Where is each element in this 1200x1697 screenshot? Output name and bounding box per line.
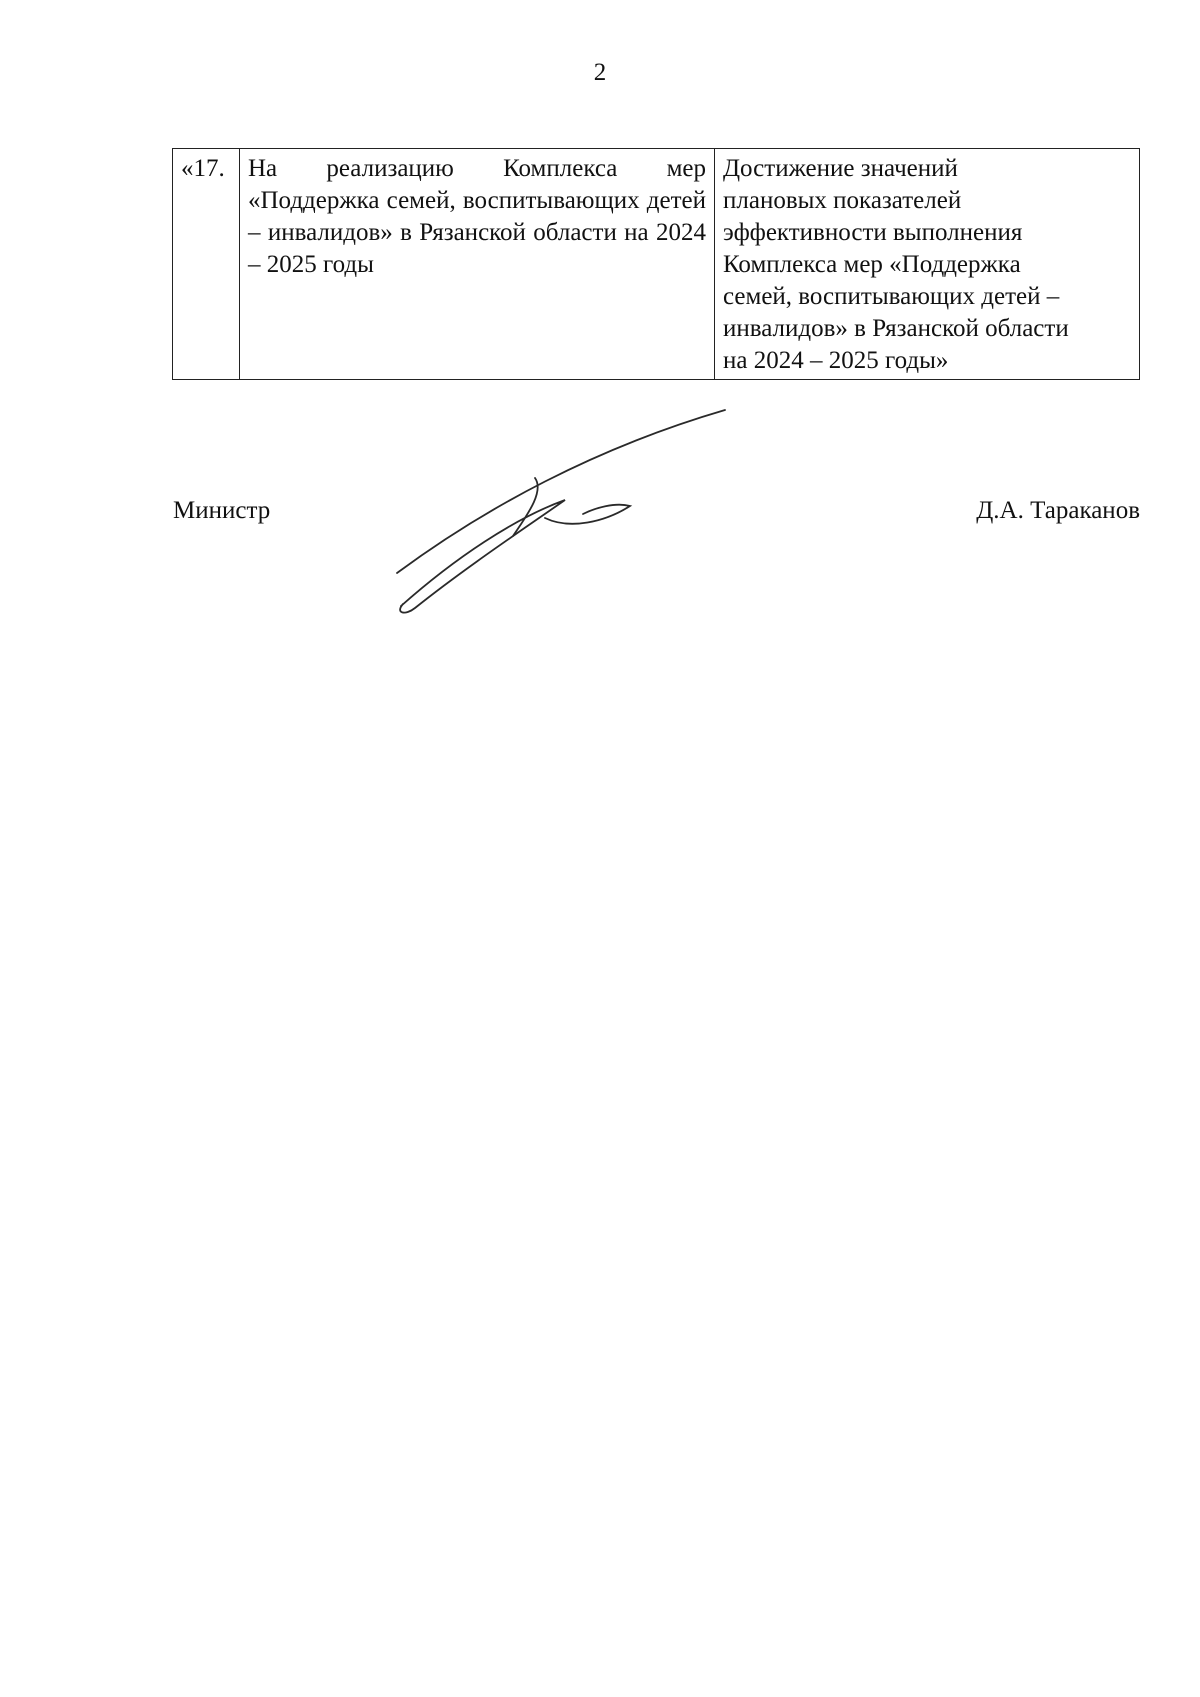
result-line: плановых показателей — [723, 187, 962, 214]
result-line: Достижение значений — [723, 155, 958, 182]
result-line: эффективности выполнения — [723, 219, 1023, 246]
row-number-cell: «17. — [173, 149, 240, 380]
result-line: на 2024 – 2025 годы» — [723, 347, 949, 374]
handwritten-signature — [395, 408, 735, 618]
allocation-table — [172, 148, 1140, 380]
result-line: семей, воспитывающих детей – — [723, 283, 1060, 310]
table-row — [173, 149, 1140, 380]
result-cell — [715, 149, 1140, 380]
purpose-cell: На реализацию Комплекса мер «Поддержка семей, воспитывающих детей – инвалидов» в Рязанской области на 2024 – 2025 годы — [240, 149, 715, 380]
page-number: 2 — [593, 59, 607, 86]
result-line: Комплекса мер «Поддержка — [723, 251, 1021, 278]
result-line: инвалидов» в Рязанской области — [723, 315, 1069, 342]
signatory-name: Д.А. Тараканов — [976, 497, 1140, 524]
signatory-position: Министр — [173, 497, 271, 524]
